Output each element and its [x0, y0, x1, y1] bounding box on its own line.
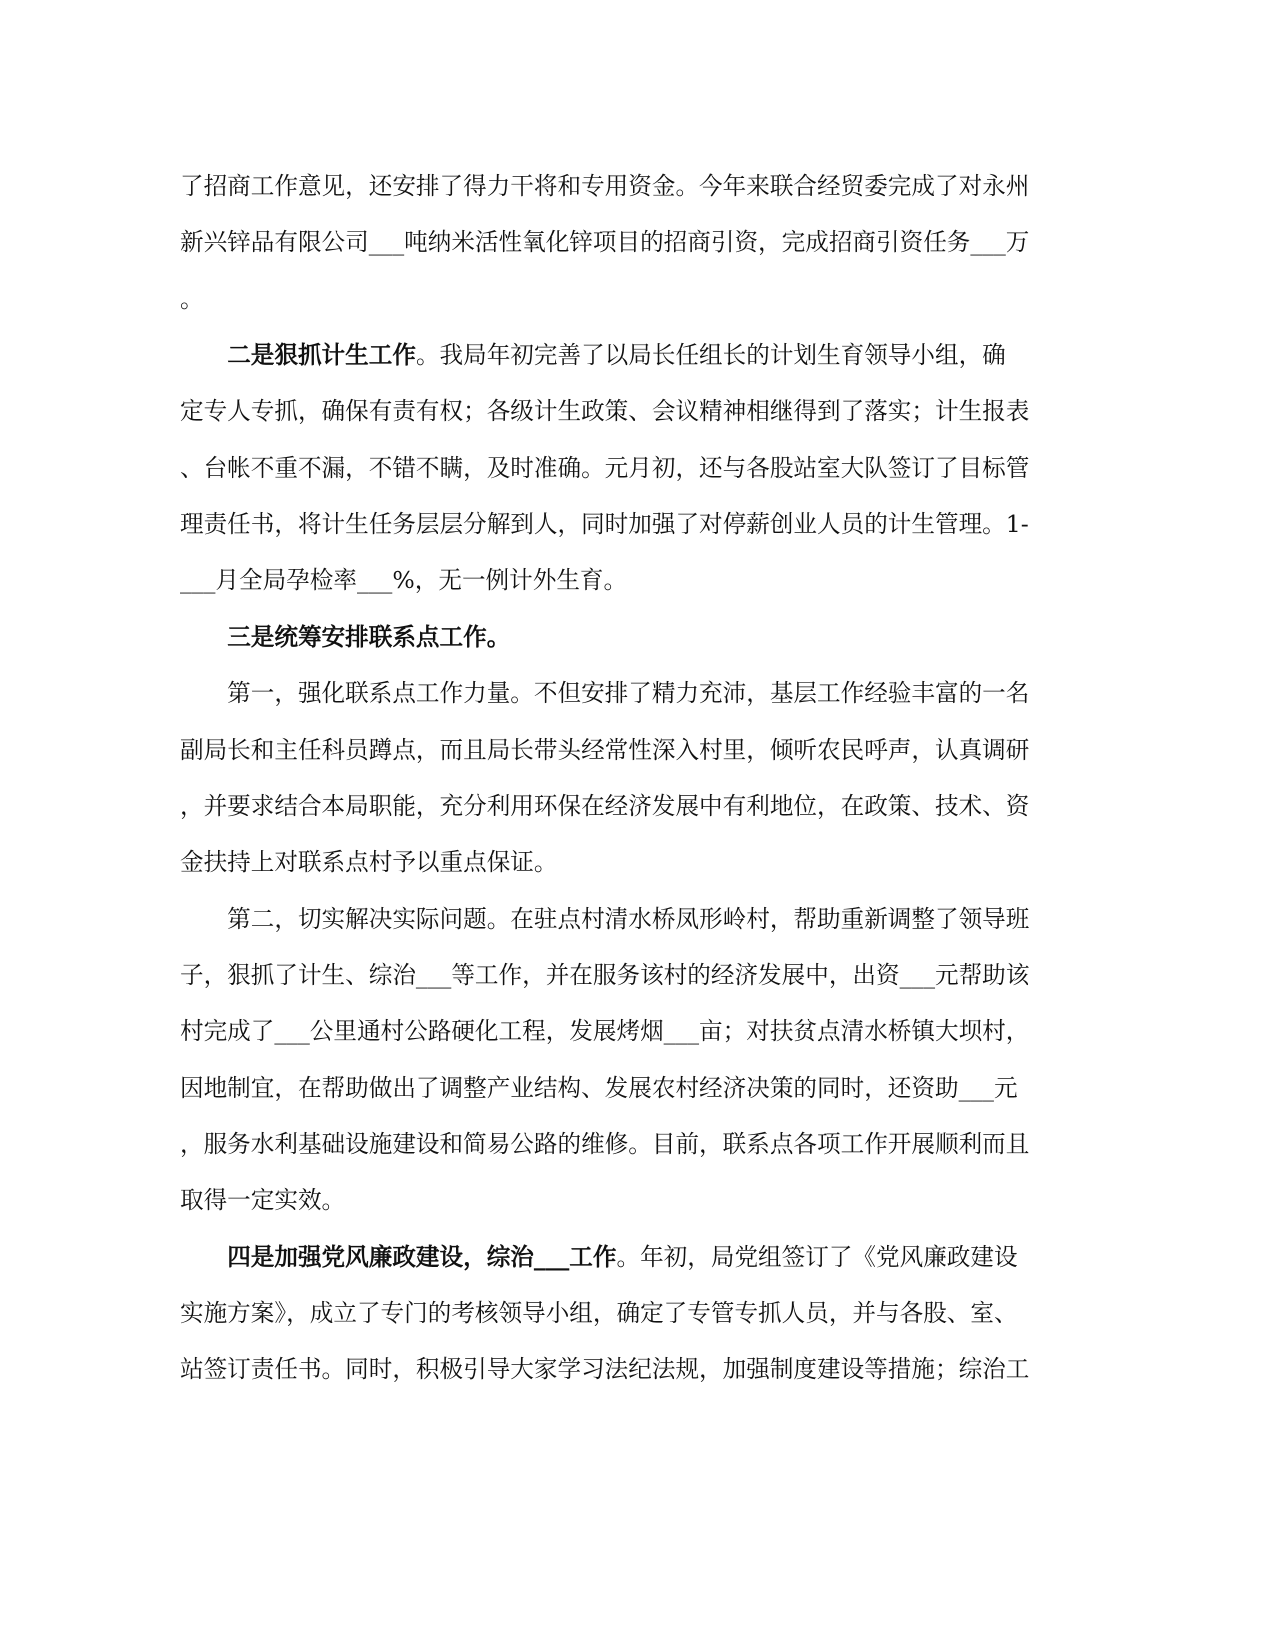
body-text: 取得一定实效。 — [180, 1186, 346, 1215]
body-text: 。 — [180, 284, 204, 313]
body-text — [180, 1243, 227, 1271]
text-line — [180, 171, 1040, 201]
body-text: 新兴锌品有限公司___吨纳米活性氧化锌项目的招商引资，完成招商引资任务___万 — [180, 228, 1030, 257]
text-line — [180, 791, 1040, 821]
text-line — [180, 847, 1040, 877]
text-line — [180, 904, 1040, 934]
body-text: 、台帐不重不漏，不错不瞒，及时准确。元月初，还与各股站室大队签订了目标管 — [180, 453, 1030, 482]
text-line — [180, 735, 1040, 765]
body-text: ，服务水利基础设施建设和简易公路的维修。目前，联系点各项工作开展顺利而且 — [180, 1129, 1030, 1158]
body-text: 。我局年初完善了以局长任组长的计划生育领导小组，确 — [415, 341, 1006, 370]
body-text: 第一，强化联系点工作力量。不但安排了精力充沛，基层工作经验丰富的一名 — [180, 679, 1030, 708]
text-line — [180, 1073, 1040, 1103]
text-line — [180, 284, 1040, 314]
text-line — [180, 565, 1040, 595]
body-text — [180, 623, 227, 651]
body-text: 因地制宜，在帮助做出了调整产业结构、发展农村经济决策的同时，还资助___元 — [180, 1073, 1018, 1102]
bold-heading-text: 二是狠抓计生工作 — [227, 341, 416, 370]
body-text: 站签订责任书。同时，积极引导大家学习法纪法规，加强制度建设等措施；综治工 — [180, 1355, 1030, 1384]
bold-heading-text: 四是加强党风廉政建设，综治___工作 — [227, 1242, 617, 1271]
text-line — [180, 1242, 1040, 1272]
text-line — [180, 678, 1040, 708]
text-line — [180, 622, 1040, 652]
text-line — [180, 509, 1040, 539]
text-line — [180, 1185, 1040, 1215]
text-line — [180, 396, 1040, 426]
body-text: 。年初，局党组签订了《党风廉政建设 — [616, 1242, 1018, 1271]
bold-heading-text: 三是统筹安排联系点工作。 — [227, 622, 511, 651]
text-line — [180, 340, 1040, 370]
text-line — [180, 1298, 1040, 1328]
body-text: 定专人专抓，确保有责有权；各级计生政策、会议精神相继得到了落实；计生报表 — [180, 397, 1030, 426]
body-text: ，并要求结合本局职能，充分利用环保在经济发展中有利地位，在政策、技术、资 — [180, 791, 1030, 820]
text-line — [180, 1354, 1040, 1384]
body-text: 实施方案》，成立了专门的考核领导小组，确定了专管专抓人员，并与各股、室、 — [180, 1299, 1018, 1327]
text-line — [180, 960, 1040, 990]
text-line — [180, 1016, 1040, 1046]
body-text: 副局长和主任科员蹲点，而且局长带头经常性深入村里，倾听农民呼声，认真调研 — [180, 735, 1030, 764]
text-line — [180, 453, 1040, 483]
body-text: 理责任书，将计生任务层层分解到人，同时加强了对停薪创业人员的计生管理。1- — [180, 510, 1029, 539]
body-text: 金扶持上对联系点村予以重点保证。 — [180, 848, 558, 877]
body-text: 第二，切实解决实际问题。在驻点村清水桥凤形岭村，帮助重新调整了领导班 — [180, 904, 1030, 933]
body-text: 子，狠抓了计生、综治___等工作，并在服务该村的经济发展中，出资___元帮助该 — [180, 960, 1030, 989]
body-text: 村完成了___公里通村公路硬化工程，发展烤烟___亩；对扶贫点清水桥镇大坝村， — [180, 1017, 1030, 1046]
body-text — [180, 341, 227, 369]
body-text: 了招商工作意见，还安排了得力干将和专用资金。今年来联合经贸委完成了对永州 — [180, 172, 1030, 200]
text-line — [180, 227, 1040, 257]
body-text: ___月全局孕检率___%，无一例计外生育。 — [180, 566, 628, 595]
text-line — [180, 1129, 1040, 1159]
